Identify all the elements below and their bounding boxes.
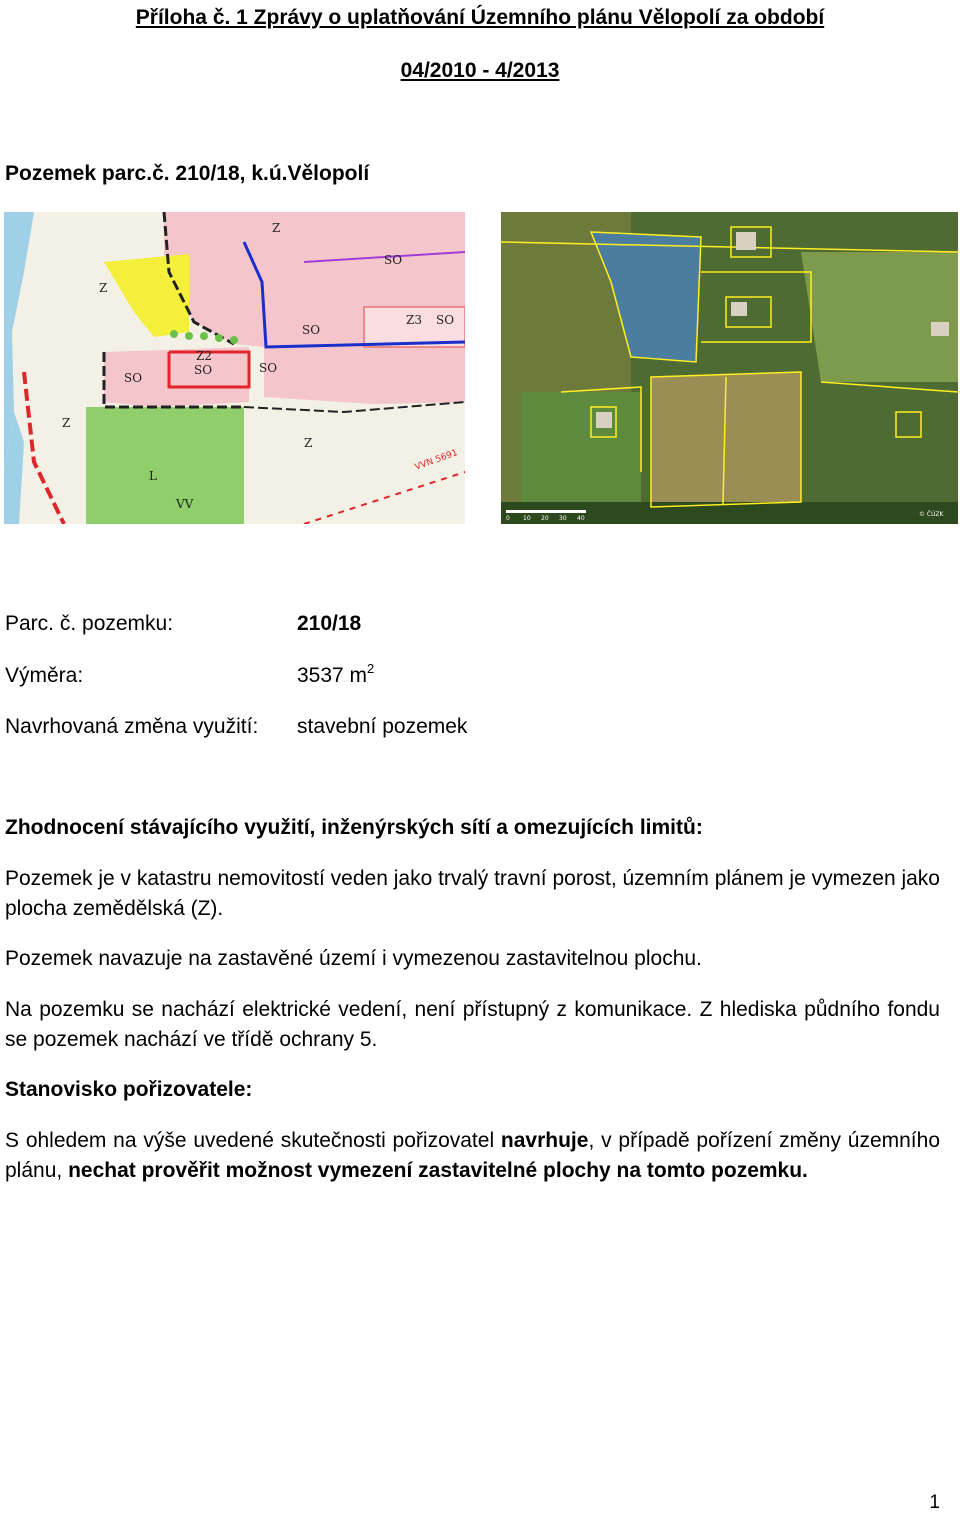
area-value: 3537 m <box>297 664 368 687</box>
scale-tick: 40 <box>577 515 585 522</box>
plan-label: Z <box>99 281 108 295</box>
land-use-plan-map <box>4 212 465 524</box>
plot-heading: Pozemek parc.č. 210/18, k.ú.Vělopolí <box>5 162 370 185</box>
scale-tick: 30 <box>559 515 567 522</box>
scale-tick: 10 <box>523 515 531 522</box>
plan-label: Z2 <box>196 349 212 363</box>
proposed-change-label: Navrhovaná změna využití: <box>5 715 259 738</box>
page-number: 1 <box>929 1492 940 1513</box>
evaluation-paragraph-1: Pozemek je v katastru nemovitostí veden jako trvalý travní porost, územním plánem je vymezen jako plocha zemědělská (Z). <box>5 867 940 920</box>
document-title: Příloha č. 1 Zprávy o uplatňování Územního plánu Vělopolí za období <box>135 6 825 29</box>
plan-label: Z <box>272 221 281 235</box>
orthophoto-map <box>501 212 958 524</box>
plan-label: L <box>149 469 157 483</box>
parcel-number-row <box>5 612 361 636</box>
plan-label: SO <box>302 323 321 337</box>
area-row <box>5 661 375 688</box>
scale-tick: 20 <box>541 515 549 522</box>
evaluation-heading: Zhodnocení stávajícího využití, inženýrských sítí a omezujících limitů: <box>5 816 703 839</box>
position-paragraph: S ohledem na výše uvedené skutečnosti pořizovatel navrhuje, v případě pořízení změny územního plánu, nechat prověřit možnost vymezení zastavitelné plochy na tomto pozemku. <box>5 1129 940 1182</box>
scale-tick: 0 <box>506 515 510 522</box>
plan-label: SO <box>259 361 278 375</box>
parcel-number-value: 210/18 <box>297 612 362 635</box>
evaluation-paragraph-2: Pozemek navazuje na zastavěné území i vymezenou zastavitelnou plochu. <box>5 947 702 970</box>
proposed-change-value: stavební pozemek <box>297 715 468 738</box>
plan-label: VV <box>176 497 194 511</box>
plan-label: VVN 5691 <box>413 448 460 473</box>
parcel-number-label: Parc. č. pozemku: <box>5 612 174 635</box>
plan-label: Z <box>62 416 71 430</box>
plan-label: SO <box>124 371 143 385</box>
plan-label: Z <box>304 436 313 450</box>
plan-label: Z3 <box>406 313 422 327</box>
position-heading: Stanovisko pořizovatele: <box>5 1078 253 1101</box>
area-label: Výměra: <box>5 664 84 687</box>
area-unit-superscript: 2 <box>367 661 375 676</box>
plan-label: SO <box>436 313 455 327</box>
document-period: 04/2010 - 4/2013 <box>400 59 560 82</box>
proposed-change-row <box>5 715 467 739</box>
plan-label: SO <box>384 253 403 267</box>
evaluation-paragraph-3: Na pozemku se nachází elektrické vedení, není přístupný z komunikace. Z hlediska půdního fondu se pozemek nachází ve třídě ochrany 5. <box>5 998 940 1051</box>
plan-label: SO <box>194 363 213 377</box>
watermark: © ČÚZK <box>919 511 944 518</box>
